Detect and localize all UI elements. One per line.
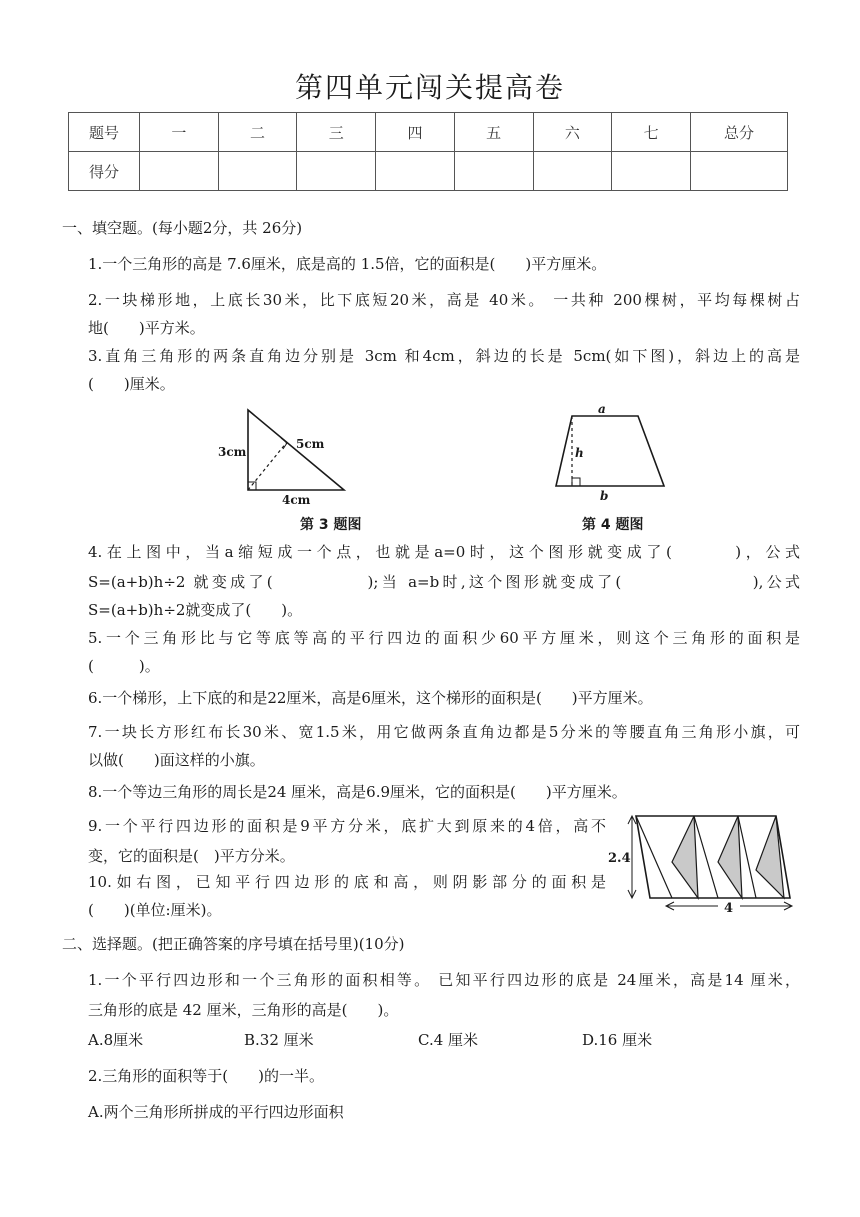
question-text: 地( )平方米。 xyxy=(88,319,205,337)
question-text: 5.一个三角形比与它等底等高的平行四边的面积少60平方厘米，则这个三角形的面积是 xyxy=(88,629,800,647)
question-text: 2.三角形的面积等于( )的一半。 xyxy=(88,1067,325,1085)
question-text: ( )(单位:厘米)。 xyxy=(88,901,222,919)
question-text: 以做( )面这样的小旗。 xyxy=(88,751,265,769)
question-text: ( )厘米。 xyxy=(88,375,175,393)
score-input-cell[interactable] xyxy=(140,152,219,191)
fig3-label-bottom: 4cm xyxy=(282,493,311,507)
table-cell: 一 xyxy=(140,113,219,152)
table-cell: 五 xyxy=(454,113,533,152)
question-text: 1.一个平行四边形和一个三角形的面积相等。 已知平行四边形的底是 24厘米，高是14 厘米， xyxy=(88,971,800,989)
page-title: 第四单元闯关提高卷 xyxy=(294,71,565,104)
question-text: S=(a+b)h÷2 就变成了( );当 a=b时,这个图形就变成了( ),公式 xyxy=(88,573,800,591)
score-input-cell[interactable] xyxy=(454,152,533,191)
table-cell: 总分 xyxy=(691,113,788,152)
figure-3-right-triangle xyxy=(210,408,410,508)
score-input-cell[interactable] xyxy=(691,152,788,191)
question-text: 10.如右图，已知平行四边形的底和高，则阴影部分的面积是 xyxy=(88,873,606,891)
fig4-label-h: h xyxy=(575,446,584,460)
table-cell: 七 xyxy=(612,113,691,152)
table-cell: 四 xyxy=(376,113,455,152)
fig4-label-bottom: b xyxy=(600,489,609,503)
option-a: A.8厘米 xyxy=(88,1031,144,1049)
question-text: S=(a+b)h÷2就变成了( )。 xyxy=(88,601,303,619)
figure-4-trapezoid xyxy=(548,402,688,502)
fig3-caption: 第 3 题图 xyxy=(300,517,362,533)
score-table-score-row xyxy=(69,152,788,191)
question-text: 9.一个平行四边形的面积是9平方分米，底扩大到原来的4倍，高不 xyxy=(88,817,606,835)
score-table-header-row xyxy=(69,113,788,152)
fig4-label-top: a xyxy=(598,402,606,416)
score-input-cell[interactable] xyxy=(612,152,691,191)
score-input-cell[interactable] xyxy=(533,152,612,191)
score-table xyxy=(68,112,788,191)
question-text: 三角形的底是 42 厘米，三角形的高是( )。 xyxy=(88,1001,399,1019)
question-text: 6.一个梯形，上下底的和是22厘米，高是6厘米，这个梯形的面积是( )平方厘米。 xyxy=(88,689,653,707)
score-input-cell[interactable] xyxy=(218,152,297,191)
table-cell: 得分 xyxy=(69,152,140,191)
question-text: 7.一块长方形红布长30米、宽1.5米，用它做两条直角边都是5分米的等腰直角三角形小旗，可 xyxy=(88,723,800,741)
question-text: 变，它的面积是( )平方分米。 xyxy=(88,847,295,865)
section-heading: 二、选择题。(把正确答案的序号填在括号里)(10分) xyxy=(62,935,405,953)
fig10-label-h: 2.4 xyxy=(608,851,631,866)
table-cell: 题号 xyxy=(69,113,140,152)
question-text: 2.一块梯形地，上底长30米，比下底短20米，高是 40米。 一共种 200棵树，平均每棵树占 xyxy=(88,291,800,309)
score-input-cell[interactable] xyxy=(297,152,376,191)
question-text: 8.一个等边三角形的周长是24 厘米，高是6.9厘米，它的面积是( )平方厘米。 xyxy=(88,783,627,801)
table-cell: 六 xyxy=(533,113,612,152)
fig4-caption: 第 4 题图 xyxy=(582,517,644,533)
option-d: D.16 厘米 xyxy=(582,1031,653,1049)
question-text: 1.一个三角形的高是 7.6厘米，底是高的 1.5倍，它的面积是( )平方厘米。 xyxy=(88,255,607,273)
option-b: B.32 厘米 xyxy=(244,1031,314,1049)
question-text: 4.在上图中，当a缩短成一个点，也就是a=0时，这个图形就变成了( )，公式 xyxy=(88,543,800,561)
option-c: C.4 厘米 xyxy=(418,1031,479,1049)
fig3-label-hyp: 5cm xyxy=(296,437,325,451)
fig10-label-b: 4 xyxy=(724,901,734,916)
section-heading: 一、填空题。(每小题2分，共 26分) xyxy=(62,219,303,237)
score-input-cell[interactable] xyxy=(376,152,455,191)
table-cell: 三 xyxy=(297,113,376,152)
option-a: A.两个三角形所拼成的平行四边形面积 xyxy=(88,1103,344,1121)
figure-10-parallelogram xyxy=(608,806,804,916)
question-text: ( )。 xyxy=(88,657,160,675)
table-cell: 二 xyxy=(218,113,297,152)
question-text: 3.直角三角形的两条直角边分别是 3cm 和4cm，斜边的长是 5cm(如下图)，斜边上的高是 xyxy=(88,347,800,365)
fig3-label-left: 3cm xyxy=(218,445,247,459)
